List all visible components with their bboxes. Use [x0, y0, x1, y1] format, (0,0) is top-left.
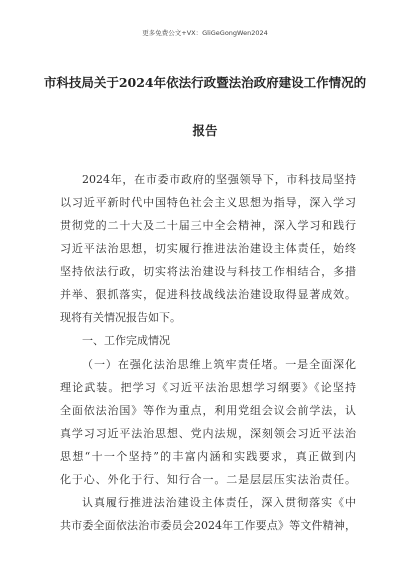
- document-title-continued: 报告: [192, 123, 218, 138]
- body-line: 化于心、外化于行、知行合一。二是层层压实法治责任。: [60, 473, 356, 486]
- body-line: 真学习习近平法治思想、党内法规，深刻领会习近平法治: [60, 427, 356, 440]
- body-line: 认真履行推进法治建设主体责任，深入贯彻落实《中: [82, 496, 356, 509]
- body-line: 全面依法治国》等作为重点，利用党组会议会前学法，认: [60, 404, 356, 417]
- body-line: 理论武装。把学习《习近平法治思想学习纲要》《论坚持: [60, 381, 356, 394]
- body-line: 坚持依法行政，切实将法治建设与科技工作相结合，多措: [60, 265, 356, 278]
- body-line: 2024年，在市委市政府的坚强领导下，市科技局坚持: [82, 173, 356, 186]
- header-note: 更多免费公文+VX：GliGeGongWen2024: [142, 29, 268, 37]
- document-title: 市科技局关于2024年依法行政暨法治政府建设工作情况的: [43, 75, 367, 90]
- body-line: 共市委全面依法治市委员会2024年工作要点》等文件精神，: [60, 519, 356, 532]
- body-line: 以习近平新时代中国特色社会主义思想为指导，深入学习: [60, 196, 356, 209]
- body-line: 并举、狠抓落实，促进科技战线法治建设取得显著成效。: [60, 288, 356, 301]
- body-line: 现将有关情况报告如下。: [60, 311, 181, 324]
- body-line: 习近平法治思想，切实履行推进法治建设主体责任，始终: [60, 242, 356, 255]
- body-line: （一）在强化法治思维上筑牢责任堵。一是全面深化: [82, 358, 356, 371]
- body-line: 思想“十一个坚持”的丰富内涵和实践要求，真正做到内: [60, 450, 356, 463]
- section-heading: 一、工作完成情况: [82, 334, 170, 347]
- body-line: 贯彻党的二十大及二十届三中全会精神，深入学习和践行: [60, 219, 356, 232]
